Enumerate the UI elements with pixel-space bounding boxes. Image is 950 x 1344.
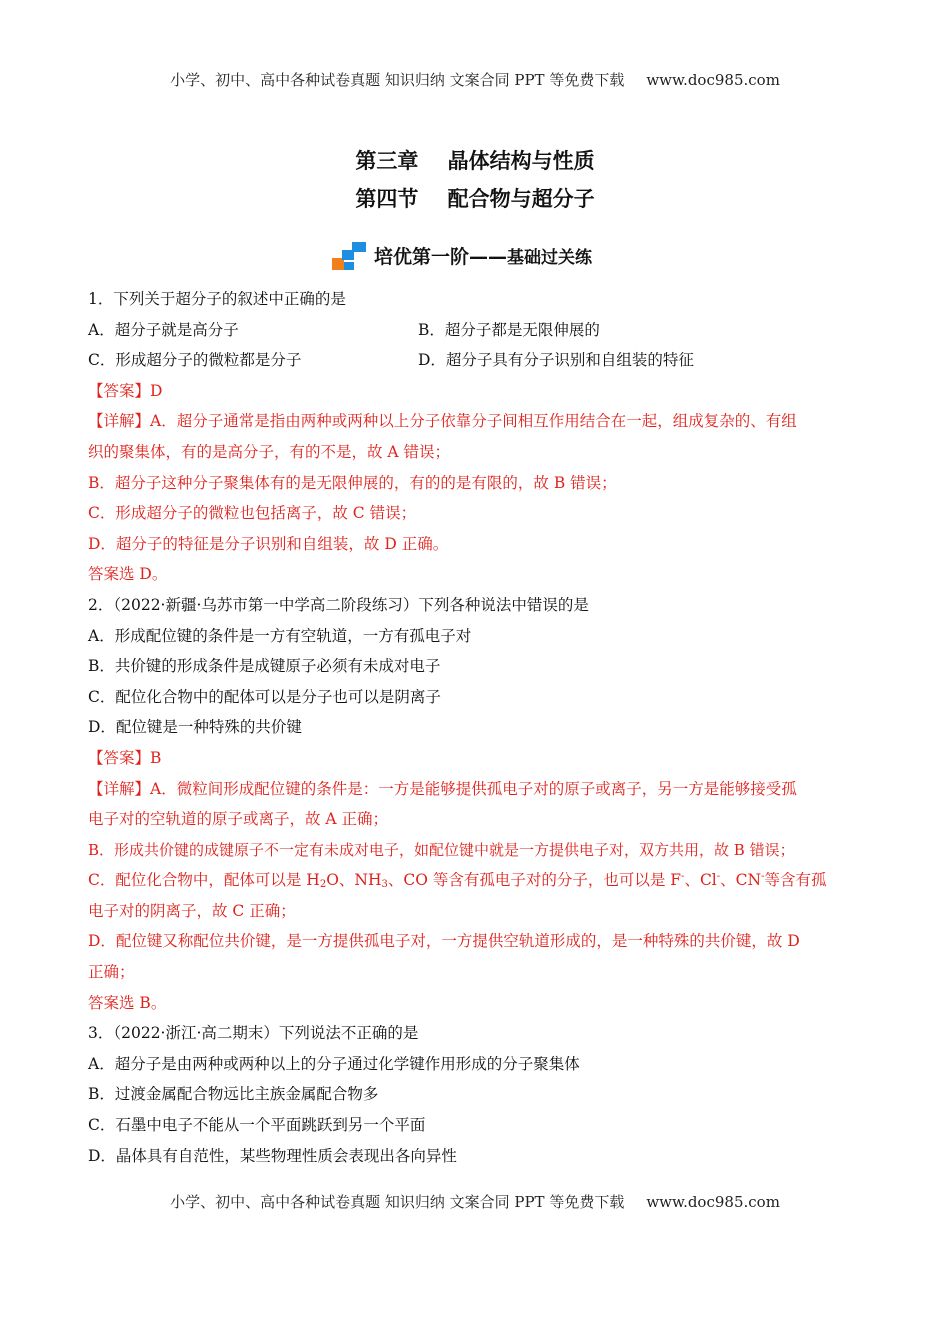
q2-detail-line: D．配位键又称配位共价键，是一方提供孤电子对，一方提供空轨道形成的，是一种特殊的共价键，故 D [88, 932, 800, 951]
text-run: C．配位化合物中，配体可以是 H [88, 871, 320, 890]
section-heading-sub: 基础过关练 [507, 248, 593, 268]
q1-detail-line: C．形成超分子的微粒也包括离子，故 C 错误； [88, 504, 417, 523]
q1-option-d: D．超分子具有分子识别和自组装的特征 [418, 351, 694, 370]
q2-detail-line: 电子对的阴离子，故 C 正确； [88, 901, 296, 920]
q2-detail-line: 电子对的空轨道的原子或离子，故 A 正确； [88, 810, 389, 829]
chapter-title: 第三章 晶体结构与性质 [355, 149, 595, 173]
q1-conclusion: 答案选 D。 [88, 565, 168, 584]
text-run: 、CO 等含有孤电子对的分子，也可以是 F [387, 871, 682, 890]
superscript: - [716, 871, 721, 883]
text-run: 、Cl [684, 871, 717, 890]
q1-option-b: B．超分子都是无限伸展的 [418, 320, 600, 339]
q2-detail-line: B．形成共价键的成键原子不一定有未成对电子，如配位键中就是一方提供电子对，双方共用，故 B 错误； [88, 840, 795, 859]
q2-detail-line-c [88, 865, 868, 896]
footer-url[interactable]: www.doc985.com [646, 1193, 780, 1211]
q1-detail-line: 【详解】A．超分子通常是指由两种或两种以上分子依靠分子间相互作用结合在一起，组成复杂的、有组 [88, 412, 797, 431]
header-text: 小学、初中、高中各种试卷真题 知识归纳 文案合同 PPT 等免费下载 [170, 71, 625, 89]
q2-option-b: B．共价键的形成条件是成键原子必须有未成对电子 [88, 657, 441, 676]
subscript: 2 [319, 879, 327, 891]
section-heading-main: 培优第一阶—— [374, 246, 508, 268]
q2-option-a: A．形成配位键的条件是一方有空轨道，一方有孤电子对 [88, 626, 472, 645]
footer-text: 小学、初中、高中各种试卷真题 知识归纳 文案合同 PPT 等免费下载 [170, 1193, 625, 1211]
q3-option-a: A．超分子是由两种或两种以上的分子通过化学键作用形成的分子聚集体 [88, 1054, 580, 1073]
q2-detail-line: 【详解】A．微粒间形成配位键的条件是：一方是能够提供孤电子对的原子或离子，另一方是能够接受孤 [88, 779, 797, 798]
text-run: O、NH [326, 871, 382, 890]
q1-detail-line: B．超分子这种分子聚集体有的是无限伸展的，有的的是有限的，故 B 错误； [88, 473, 617, 492]
question-list [88, 284, 868, 1171]
q1-option-a: A．超分子就是高分子 [88, 320, 239, 339]
q1-answer: 【答案】D [88, 381, 163, 400]
q2-option-d: D．配位键是一种特殊的共价键 [88, 718, 302, 737]
q1-option-c: C．形成超分子的微粒都是分子 [88, 351, 302, 370]
q3-option-d: D．晶体具有自范性，某些物理性质会表现出各向异性 [88, 1146, 457, 1165]
q3-stem: 3．（2022·浙江·高二期末）下列说法不正确的是 [88, 1024, 419, 1043]
q2-detail-line: 正确； [88, 963, 135, 982]
stair-blocks-icon [326, 240, 370, 272]
q3-option-c: C．石墨中电子不能从一个平面跳跃到另一个平面 [88, 1116, 426, 1135]
q3-option-b: B．过渡金属配合物远比主族金属配合物多 [88, 1085, 379, 1104]
section-title: 第四节 配合物与超分子 [355, 187, 595, 211]
q2-option-c: C．配位化合物中的配体可以是分子也可以是阴离子 [88, 687, 441, 706]
q1-options-row-2 [88, 345, 868, 376]
page-footer [0, 1191, 950, 1212]
q1-stem: 1．下列关于超分子的叙述中正确的是 [88, 290, 346, 308]
q1-options-row-1 [88, 315, 868, 346]
section-heading [326, 240, 646, 272]
superscript: - [681, 871, 685, 883]
page-header [0, 69, 950, 90]
subscript: 3 [381, 879, 388, 891]
q2-stem: 2．（2022·新疆·乌苏市第一中学高二阶段练习）下列各种说法中错误的是 [88, 595, 589, 614]
q1-detail-line: 织的聚集体，有的是高分子，有的不是，故 A 错误； [88, 442, 451, 461]
q2-answer: 【答案】B [88, 748, 162, 767]
header-url[interactable]: www.doc985.com [646, 71, 780, 89]
superscript: - [761, 871, 765, 883]
q2-conclusion: 答案选 B。 [88, 993, 167, 1012]
text-run: 等含有孤 [764, 871, 827, 890]
text-run: 、CN [720, 871, 762, 890]
q1-detail-line: D．超分子的特征是分子识别和自组装，故 D 正确。 [88, 534, 449, 553]
